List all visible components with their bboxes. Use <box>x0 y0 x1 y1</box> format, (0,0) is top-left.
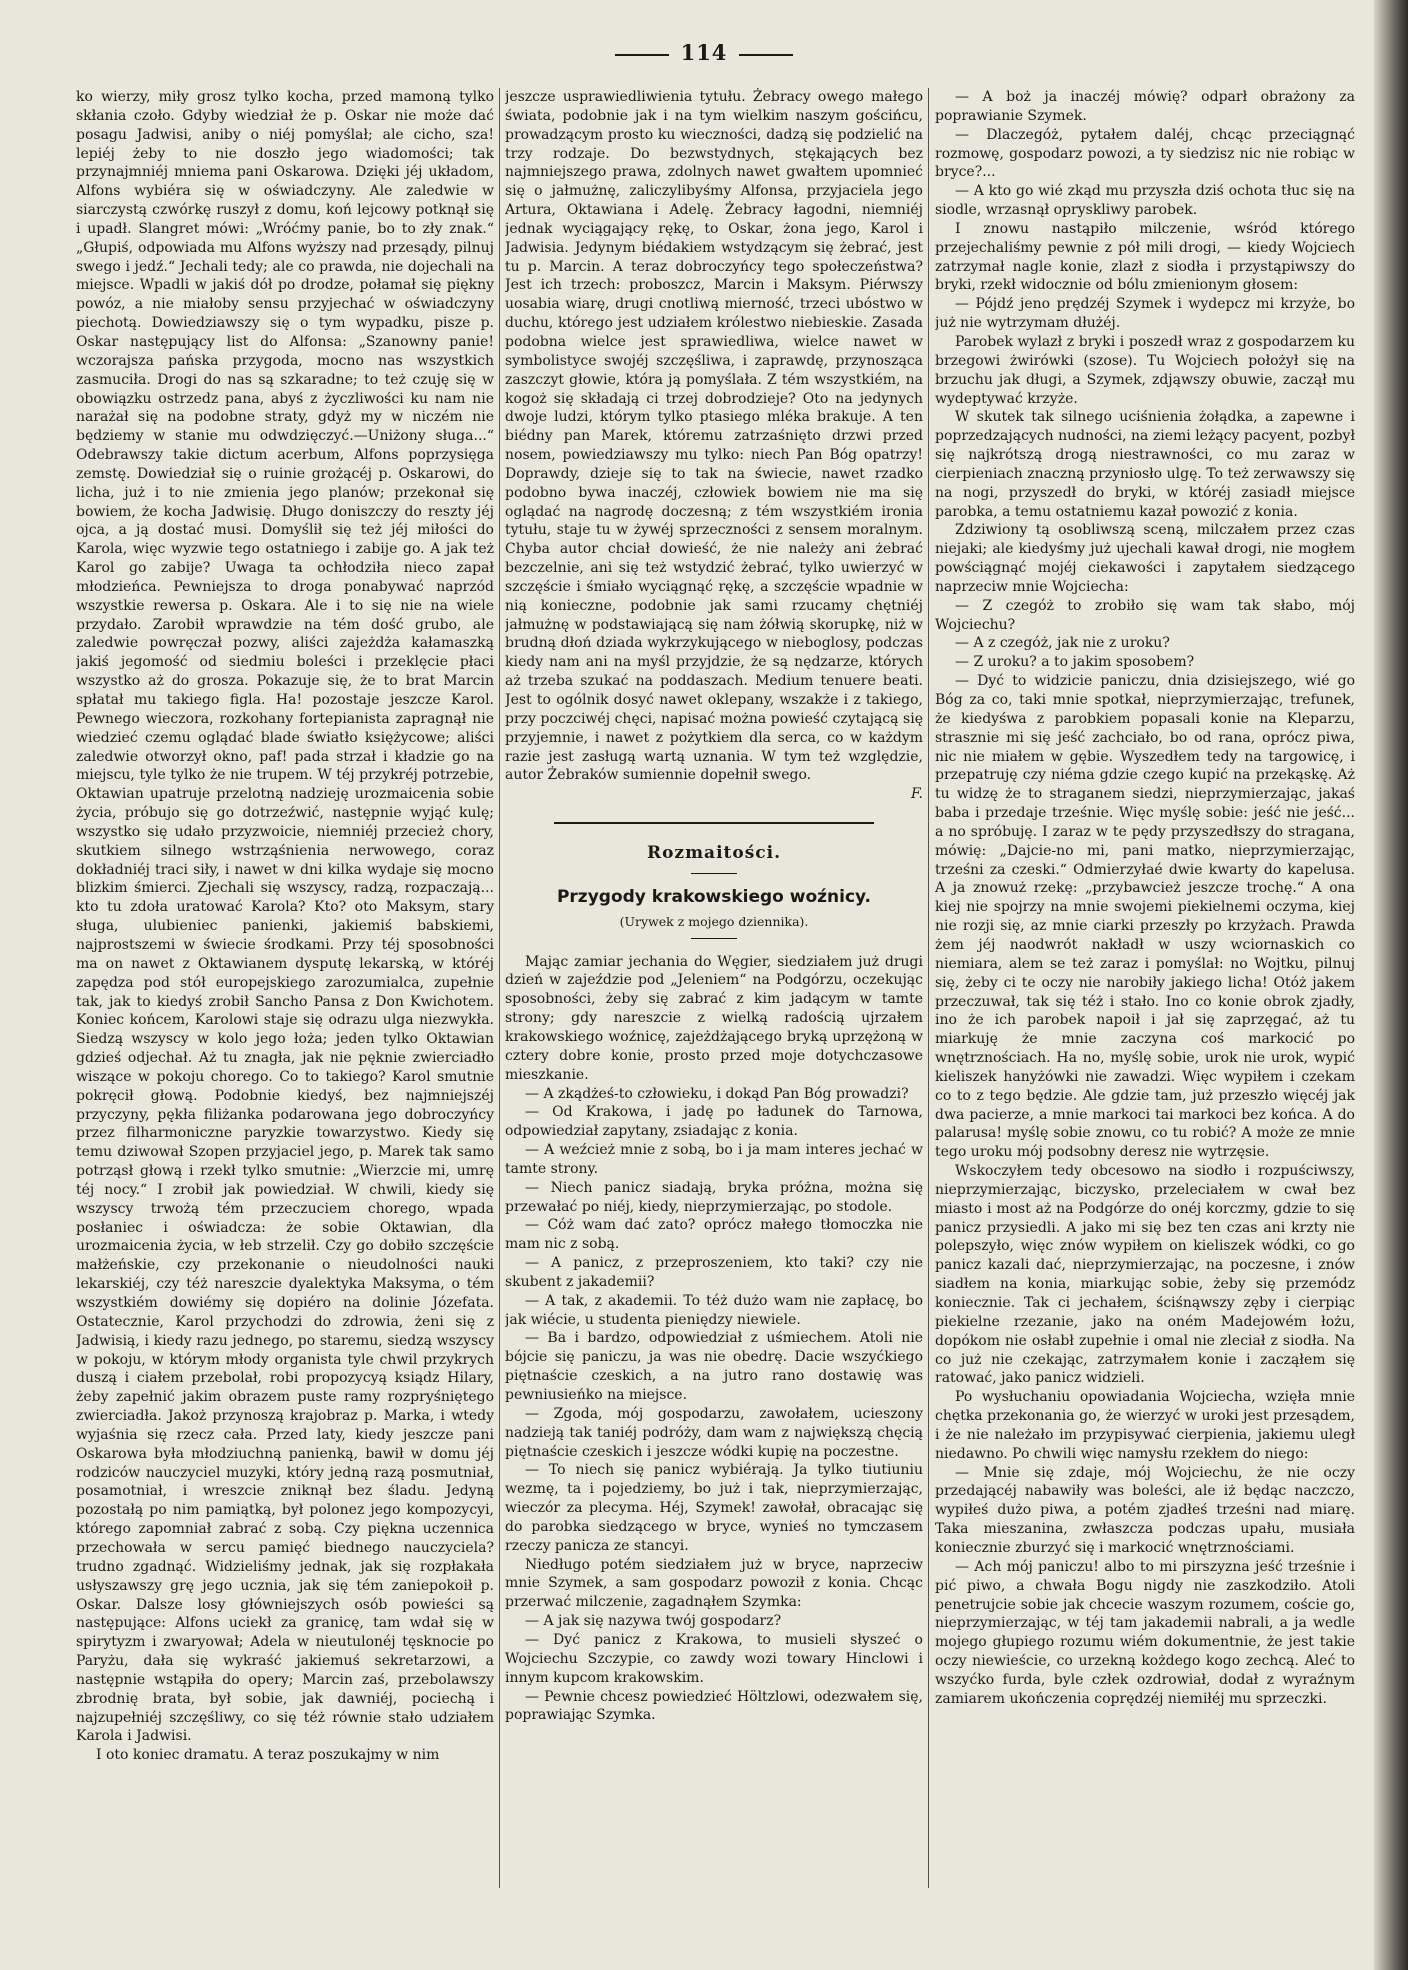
article-paragraph: — A panicz, z przeproszeniem, kto taki? czy nie skubent z jakademii? <box>505 1255 923 1290</box>
article-paragraph: — Z uroku? a to jakim sposobem? <box>955 654 1195 671</box>
article-title: Przygody krakowskiego woźnicy. <box>556 886 872 907</box>
section-title: Rozmaitości. <box>646 843 782 864</box>
article-paragraph: — A jak się nazywa twój gospodarz? <box>525 1613 782 1630</box>
article-paragraph: — A boż ja inaczéj mówię? odparł obrażony za poprawianie Szymek. <box>935 89 1355 124</box>
article-subtitle: (Urywek z mojego dziennika). <box>619 913 809 929</box>
section-separator <box>554 822 874 824</box>
article-paragraph: — Ach mój paniczu! albo to mi pirszyzna jeść trześnie i pić piwo, a chwała Bogu nigdy nie zaszkodziło. Atoli penetrujcie sobie jak chcecie waszym rozumem, coście go, nieprzymierzając, w téj tam jakademii nabrali, a ja wedle mojego głupiego rozumu wiém dokumentnie, że jest takie oczy niewieście, co urzekną kożdego kogo zechcą. Aleć to wszyćko furda, byle człek ozdrowiał, dodał z wyraźnym zamiarem ukończenia coprędzéj niemiłéj mu sprzeczki. <box>935 1558 1355 1707</box>
page-number-text: 114 <box>680 40 728 65</box>
article-paragraph: — Pewnie chcesz powiedzieć Höltzlowi, odezwałem się, poprawiając Szymka. <box>505 1688 923 1724</box>
article-paragraph: — Dlaczegóż, pytałem daléj, chcąc przeciągnąć rozmowę, gospodarz powozi, a ty siedzisz nic nie robiąc w bryce?... <box>935 126 1355 181</box>
article-paragraph: Wskoczyłem tedy obcesowo na siodło i rozpuściwszy, nieprzymierzając, biczysko, przeleciałem w cwał bez miasto i most aż na Podgórze do onéj korczmy, gdzie to się panicz przysiedli. A jako mi się bez ten czas ani krzty nie polepszyło, więc znów wypiłem on kieliszek wódki, co go panicz kazali dać, nieprzymierzając, na poczesne, i znów siadłem na konia, miarkując sobie, żeby się przemódz koniecznie. Tak ci jechałem, ściśnąwszy zęby i cierpiąc piekielne rzezanie, jako na oném Madejowém łożu, dopókom nie osłabł zupełnie i omal nie zleciał z siodła. Na co już nie czekając, zatrzymałem konie i zacząłem się ratować, jako panicz widzieli. <box>935 1163 1355 1387</box>
paragraph: I oto koniec dramatu. A teraz poszukajmy w nim <box>96 1747 440 1764</box>
column-left <box>76 88 494 1888</box>
article-paragraph: — A zkądżeś-to człowieku, i dokąd Pan Bóg prowadzi? <box>525 1085 909 1102</box>
article-paragraph: — To niech się panicz wybiérają. Ja tylko tiutiuniu wezmę, ta i pojedziemy, bo już i tak, nieprzymierzając, wieczór za plecyma. Héj, Szymek! zawołał, obracając się do parobka siedzącego w bryce, wynieś no tymczasem rzeczy panicza ze stancyi. <box>505 1462 923 1554</box>
article-paragraph: — Zgoda, mój gospodarzu, zawołałem, ucieszony nadzieją tak taniéj podróży, dam wam z największą chęcią piętnaście czeskich i jeszcze wódki kupię na poczestne. <box>505 1405 923 1460</box>
article-paragraph: — Mnie się zdaje, mój Wojciechu, że nie oczy przedającéj nabawiły was boleści, ale iż będąc naczczo, wypiłeś dużo piwa, a potém zjadłeś trześni nad miarę. Taka mieszanina, zwłaszcza podczas upału, musiała koniecznie zburzyć się i markocić wnętrznościami. <box>935 1464 1355 1556</box>
article-paragraph: Parobek wylazł z bryki i poszedł wraz z gospodarzem ku brzegowi żwirówki (szose). Tu Wojciech położył się na brzuchu jak długi, a Szymek, zdjąwszy obuwie, zaczął mu wydeptywać krzyże. <box>935 333 1355 407</box>
review-paragraph: jeszcze usprawiedliwienia tytułu. Żebracy owego małego świata, podobnie jak i na tym wielkim naszym gościńcu, prowadzącym prosto ku wieczności, dadzą się podzielić na trzy rodzaje. Do bezwstydnych, stękających bez najmniejszego prawa, zdolnych nawet gwałtem upomnieć się o jałmużnę, zaliczylibyśmy Alfonsa, przyjaciela jego Artura, Oktawiana i Adelę. Żebracy łagodni, niemniéj jednak wyciągający rękę, to Oskar, żona jego, Karol i Jadwisia. Jedynym biédakiem wstydzącym się żebrać, jest tu p. Marcin. A teraz dobroczyńcy tego społeczeństwa? Jest ich trzech: proboszcz, Marcin i Maksym. Piérwszy uosabia wiarę, drugi cnotliwą mierność, trzeci ubóstwo w duchu, którego jest udziałem królestwo niebieskie. Zasada podobna wielce jest sprawiedliwa, wielce nawet w symbolistyce swojéj szczęśliwa, i zaprawdę, przynosząca zaszczyt głowie, która ją pomyślała. Z tém wszystkiém, na kogoż się składają ci trzej dobrodzieje? Oto na jedynych dwoje ludzi, którym tylko ptasiego mléka brakuje. A ten biédny pan Marek, któremu zatrzaśnięto drzwi przed nosem, powiedziawszy mu tylko: niech Pan Bóg opatrzy! Doprawdy, dzieje się to tak na świecie, nawet rzadko podobno bywa inaczéj, człowiek bowiem nie ma się oglądać na nagrodę doczesną; z tém wszystkiém ironia tytułu, staje tu w żywéj sprzeczności z sensem moralnym. Chyba autor chciał dowieść, że nie należy ani żebrać bezczelnie, ani się też wstydzić żebrać, tylko uwierzyć w szczęście i śmiało wyciągnąć rękę, a szczęście wpadnie w nią konieczne, podobnie jak sami rzucamy chętniéj jałmużnę w podstawiającą się nam żółwią skorupkę, niż w brudną dłoń dziada wykrzykującego w nieboglosy, podczas kiedy nam ani na myśl przyjdzie, że są nędzarze, których aż trzeba szukać na poddaszach. Medium tenuere beati. Jest to ogólnik dosyć nawet oklepany, wszakże i z takiego, przy poczciwéj chęci, napisać można powieść czytającą się przyjemnie, i nawet z pożytkiem dla serca, co w każdym razie jest zasługą wartą uznania. W tym też względzie, autor Żebraków sumiennie dopełnił swego. <box>505 89 923 784</box>
article-paragraph: — Ba i bardzo, odpowiedział z uśmiechem. Atoli nie bójcie się paniczu, ja was nie obedrę. Dacie wszyćkiego piętnaście czeskich, a na jutro rano dostawię was pewniusieńko na miejsce. <box>505 1330 923 1403</box>
paragraph: ko wierzy, miły grosz tylko kocha, przed mamoną tylko skłania czoło. Gdyby wiedział że p. Oskar nie może dać posagu Jadwisi, aniby o niéj pomyślał; ale cicho, sza! lepiéj żeby to nie doszło jego wiadomości; tak przynajmniéj mniema pani Oskarowa. Dzięki jéj układom, Alfons wybiéra się w oświadczyny. Ale zaledwie w siarczystą czwórkę ruszył z domu, koń lejcowy potknął się i upadł. Slangret mówi: „Wróćmy panie, bo to zły znak.“ „Głupiś, odpowiada mu Alfons wyższy nad przesądy, pilnuj swego i jedź.“ Jechali tedy; ale co prawda, nie dojechali na miejsce. Wpadli w jakiś dół po drodze, połamał się piękny powóz, a nie miałoby sensu przyjechać w oświadczyny piechotą. Dowiedziawszy się o tym wypadku, pisze p. Oskar następujący list do Alfonsa: „Szanowny panie! wczorajsza pańska przygoda, mocno nas wszystkich zasmuciła. Drogi do nas są szkaradne; to też czuję się w obowiązku ostrzedz pana, abyś z życzliwości ku nam nie narażał się na podobne straty, gdyż my w niczém nie będziemy w stanie mu odwdzięczyć.—Uniżony sługa...“ Odebrawszy takie dictum acerbum, Alfons poprzysięga zemstę. Dowiedział się o ruinie grożącéj p. Oskarowi, do licha, już i to nie zmienia jego planów; przekonał się bowiem, że kocha Jadwisię. Długo doniszczy do reszty jéj ojca, a ją dostać musi. Domyślił się też jéj miłości do Karola, więc wyzwie tego ostatniego i zabije go. A jak też Karol go zabije? Uwaga ta ochłodziła nieco zapał młodzieńca. Pewniejsza to droga ponabywać naprzód wszystkie rewersa p. Oskara. Ale i to się nie na wiele przydało. Zarobił wprawdzie na tém dość grubo, ale zaledwie powręczał pozwy, aliści zajeżdża kałamaszką jakiś jegomość od siedmiu boleści i przeklęcie płaci wszystko aż do grosza. Pokazuje się, że to brat Marcin spłatał mu takiego figla. Ha! pozostaje jeszcze Karol. Pewnego wieczora, rozkohany fortepianista zapragnął nie wiedzieć czemu oglądać blade światło księżycowe; aliści zaledwie otworzył okno, paf! pada strzał i kładzie go na miejscu, tyle tylko że nie trupem. W téj przykréj potrzebie, Oktawian upatruje przelotną nadzieję urozmaicenia sobie życia, próbujo się go dotrzeźwić, następnie wyjąć kulę; wszystko się udało przyzwoicie, niemniéj przecież chory, skutkiem silnego wstrząśnienia nerwowego, coraz dokładniéj traci siły, i nawet w dni kilka wydaje się mocno blizkim śmierci. Zjechali się wszyscy, radzą, rozpaczają... kto tu zdoła uratować Karola? Kto? oto Maksym, stary sługa, ulubieniec panienki, jakiemiś babskiemi, najprostszemi w świecie środkami. Przy téj sposobności ma on nawet z Oktawianem dysputę lekarską, w któréj zapędza pod stół europejskiego zarozumialca, zupełnie tak, jak to kiedyś zrobił Sancho Pansa z Don Kwichotem. Koniec końcem, Karolowi staje się odrazu ulga niezwykła. Siedzą wszyscy w kolo jego łoża; jeden tylko Oktawian gdzieś odjechał. Aż tu znagła, jak nie pęknie zwierciadło wiszące w pokoju chorego. Co to takiego? Karol smutnie pokręcił głową. Podobnie kiedyś, bez najmniejszéj przyczyny, pękła filiżanka podarowana jego dobroczyńcy przez filharmoniczne paryzkie towarzystwo. Kiedy się temu dziwował Szopen przyjaciel jego, p. Marek tak samo potrząsł głową i rzekł tylko smutnie: „Wierzcie mi, umrę téj nocy.“ I zrobił jak powiedział. W chwili, kiedy się wszyscy trwożą tém przeczuciem chorego, wpada posłaniec i oświadcza: że sobie Oktawian, dla urozmaicenia życia, w łeb strzelił. Czy go dobiło szczęście małżeńskie, czy przekonanie o nieudolności nauki lekarskiéj, czy téż nareszcie dyalektyka Maksyma, o tém wszystkiém dowiémy się dopiéro na dolinie Józefata. Ostatecznie, Karol przychodzi do zdrowia, żeni się z Jadwisią, i kiedy razu jednego, po staremu, siedzą wszyscy w pokoju, w którym młody organista tyle chwil przykrych duszą i ciałem przebolał, robi propozycyą ksiądz Hilary, żeby zapełnić jakim obrazem puste ramy rozpryśniętego zwierciadła. Jakoż przynoszą krajobraz p. Marka, i wtedy wyjaśnia się rzecz cała. Przed laty, kiedy jeszcze pani Oskarowa była młodziuchną panienką, bawił w domu jéj rodziców nauczyciel muzyki, który jedną razą posmutniał, posamotniał, i wreszcie zniknął bez śladu. Jedyną pozostałą po nim pamiątką, był polonez jego kompozycyi, którego zapomniał zabrać z sobą. Czy piękna uczennica przechowała w sercu pamięć biednego nauczyciela? trudno zgadnąć. Widzieliśmy jednak, jak się rozpłakała usłyszawszy grę jego ucznia, jak się tém zaniepokoił p. Oskar. Dalsze losy główniejszych osób powieści są następujące: Alfons uciekł za granicę, tam wdał się w spirytyzm i zwaryował; Adela w nieutulonéj tęsknocie po Paryżu, dała się wykraść jakiemuś sekretarzowi, a następnie wstąpiła do opery; Marcin zaś, przebolawszy zbrodnię brata, był sobie, jak dawniéj, pociechą i najzupełniéj szczęśliwy, co się téż równie stało udziałem Karola i Jadwisi. <box>76 89 494 1745</box>
column-divider-2 <box>928 88 929 1888</box>
article-paragraph: Po wysłuchaniu opowiadania Wojciecha, wzięła mnie chętka przekonania go, że wierzyć w uroki jest przesądem, i że nie należało im przypisywać cierpienia, jakiemu uległ niedawno. Po chwili więc namysłu rzekłem do niego: <box>935 1389 1355 1462</box>
article-paragraph: — Pójdź jeno prędzéj Szymek i wydepcz mi krzyże, bo już nie wytrzymam dłużéj. <box>935 296 1355 332</box>
scan-edge-shadow <box>1374 0 1408 1970</box>
column-right <box>935 88 1355 1888</box>
article-paragraph: I znowu nastąpiło milczenie, wśród którego przejechaliśmy pewnie z pół mili drogi, — kiedy Wojciech zatrzymał nagle konie, zlazł z siodła i przystąpiwszy do bryki, rzekł widocznie od bólu zmienionym głosem: <box>935 220 1355 294</box>
article-paragraph: Zdziwiony tą osobliwszą sceną, milczałem przez czas niejaki; ale kiedyśmy już ujechali kawał drogi, nie mogłem powściągnąć mojéj ciekawości i zapytałem siedzącego naprzeciw mnie Wojciecha: <box>935 522 1355 595</box>
article-paragraph: Niedługo potém siedziałem już w bryce, naprzeciw mnie Szymek, a sam gospodarz powoził z konia. Chcąc przerwać milczenie, zagadnąłem Szymka: <box>505 1556 923 1611</box>
column-middle <box>505 88 923 1888</box>
article-paragraph: — Dyć panicz z Krakowa, to musieli słyszeć o Wojciechu Szczypie, co zawdy wozi towary Hinclowi i innym kupcom krakowskim. <box>505 1631 923 1686</box>
short-rule <box>691 873 737 874</box>
article-paragraph: — Cóż wam dać zato? oprócz małego tłomoczka nie mam nic z sobą. <box>505 1217 923 1253</box>
article-paragraph: — A z czegóż, jak nie z uroku? <box>955 635 1170 652</box>
page-number <box>0 40 1408 65</box>
page-number-right-rule <box>739 54 793 56</box>
article-paragraph: — A tak, z akademii. To téż dużo wam nie zapłacę, bo jak wiécie, u studenta pieniędzy niewiele. <box>505 1292 923 1328</box>
article-paragraph: — A kto go wié zkąd mu przyszła dziś ochota tłuc się na siodle, wrzasnął opryskliwy parobek. <box>935 183 1355 219</box>
article-paragraph: Mając zamiar jechania do Węgier, siedziałem już drugi dzień w zajeździe pod „Jeleniem“ na Podgórzu, oczekując sposobności, żeby się zabrać z kim jadącym w tamte strony; gdy nareszcie z wielką radością ujrzałem krakowskiego woźnicę, zajeżdżającego bryką uprzężoną w cztery dobre konie, prosto przed moje dotychczasowe mieszkanie. <box>505 953 923 1083</box>
article-paragraph: — Dyć to widzicie paniczu, dnia dzisiejszego, wié go Bóg za co, taki mnie spotkał, nieprzymierzając, trefunek, że kiedyśwa z parobkiem popasali konie na Kleparzu, strasznie mi się jeść zachciało, bo od rana, oprócz piwa, nic nie miałem w gębie. Wyszedłem tedy na targowicę, i przepatruję czy niéma gdzie czego kupić na przekąskę. Aż tu widzę że to straganem siedzi, nieprzymierzając, jakaś baba i przedaje trześnie. Więc myślę sobie: jeść nie jeść... a no spróbuję. I zaraz w te pędy przyszedłszy do stragana, mówię: „Dajcie-no mi, pani matko, nieprzymierzając, trześni za czeski.“ Odmierzyłaé dwie kwarty do kapelusa. A ja znowuż rzekę: „przybawcież jeszcze trochę.“ A ona kiej nie spojrzy na mnie swojemi piekielnemi oczyma, kiej nie rozji się, az mnie ciarki przeszły po krzyżach. Prawda żem jéj naodwrót nakładł w uszy wciornaskich co niemiara, alem se też zaraz i pomyślał: no Wojtku, pilnuj się, żeby ci te oczy nie narobiły jakiego licha! Otóż jakem przeczuwał, tak się téż i stało. Ino co konie obrok zjadły, ino że ich parobek napoił i jał się zaprzęgać, aż tu miarkuję że mnie zaczyna coś markocić po wnętrznościach. Ha no, myślę sobie, urok nie urok, wypić kieliszek hanyżówki nie zawadzi. Więc wypiłem i czekam co to z tego będzie. Ale gdzie tam, już przeszło więcéj jak dwa pacierze, a mnie markoci tai markoci bez końca. A do palarusa! myślę sobie znowu, co tu robić? A może ze mnie tego uroku mój podsobny deresz nie wytrzęsie. <box>935 673 1355 1161</box>
short-rule <box>691 938 737 939</box>
article-paragraph: — Z czegóż to zrobiło się wam tak słabo, mój Wojciechu? <box>935 597 1355 633</box>
article-paragraph: — A weźcież mnie z sobą, bo i ja mam interes jechać w tamte strony. <box>505 1142 923 1177</box>
article-paragraph: — Od Krakowa, i jadę po ładunek do Tarnowa, odpowiedział zapytany, zsiadając z konia. <box>505 1104 923 1140</box>
review-signature: F. <box>911 786 923 803</box>
page-number-left-rule <box>615 54 669 56</box>
article-paragraph: — Niech panicz siadają, bryka próżna, można się przewałać po niéj, kiedy, nieprzymierzając, po stodole. <box>505 1179 923 1215</box>
column-divider-1 <box>499 88 500 1888</box>
article-paragraph: W skutek tak silnego uciśnienia żołądka, a zapewne i poprzedzających nudności, na ziemi leżący pacyent, pozbył się najkrótszą drogą niestrawności, co mu zaraz w cierpieniach znaczną przyniosło ulgę. To też zerwawszy się na nogi, przyszedł do bryki, w któréj zasiadł miejsce parobka, a temu ostatniemu kazał powozić z konia. <box>935 409 1355 520</box>
